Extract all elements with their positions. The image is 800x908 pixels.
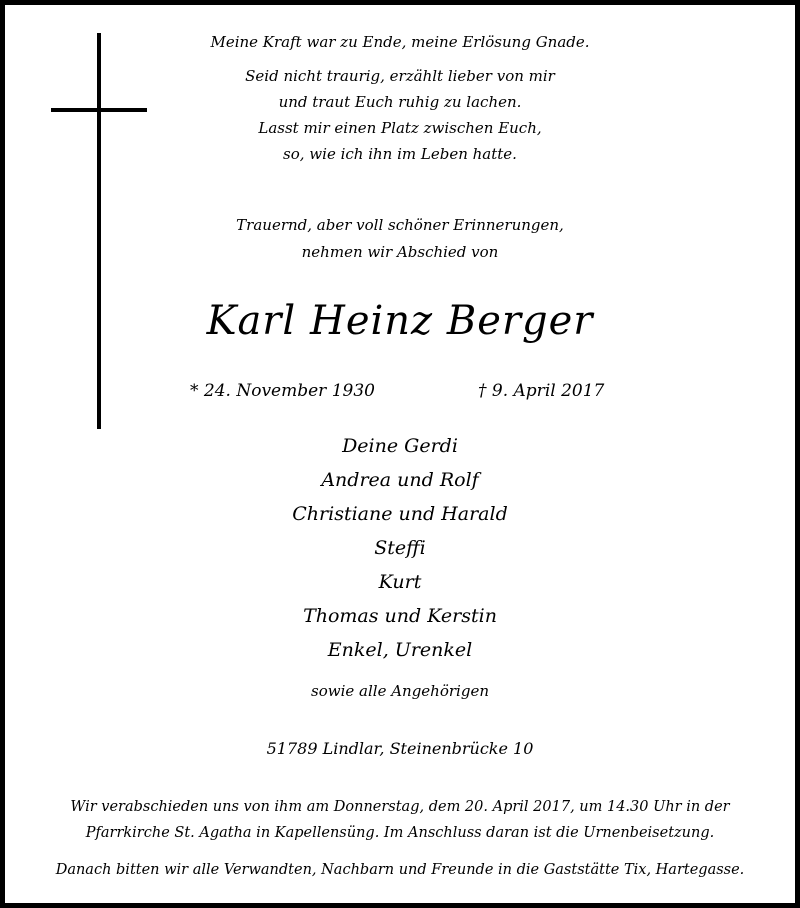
intro-line-2: nehmen wir Abschied von [301,243,499,261]
relatives-line: sowie alle Angehörigen [311,682,489,700]
family-member: Deine Gerdi [342,435,458,457]
address: 51789 Lindlar, Steinenbrücke 10 [266,739,534,758]
funeral-notice-line-3: Danach bitten wir alle Verwandten, Nachbarn und Freunde in die Gaststätte Tix, Hartegasse. [55,862,745,878]
deceased-name: Karl Heinz Berger [206,298,594,344]
poem-line-5: so, wie ich ihn im Leben hatte. [283,145,517,163]
family-member: Kurt [378,571,422,593]
poem-line-1: Meine Kraft war zu Ende, meine Erlösung Gnade. [210,33,590,51]
death-date: † 9. April 2017 [478,381,605,401]
intro-line-1: Trauernd, aber voll schöner Erinnerungen, [236,216,564,234]
family-member: Andrea und Rolf [321,469,479,491]
family-member: Christiane und Harald [292,503,508,525]
poem-line-3: und traut Euch ruhig zu lachen. [278,93,522,111]
family-member: Enkel, Urenkel [327,639,473,661]
birth-date: * 24. November 1930 [190,381,375,401]
family-member: Steffi [374,537,426,559]
funeral-notice-line-2: Pfarrkirche St. Agatha in Kapellensüng. Im Anschluss daran ist die Urnenbeisetzung. [85,825,715,841]
poem-line-2: Seid nicht traurig, erzählt lieber von mir [245,67,555,85]
family-member: Thomas und Kerstin [303,605,497,627]
funeral-notice-line-1: Wir verabschieden uns von ihm am Donnerstag, dem 20. April 2017, um 14.30 Uhr in der [70,799,730,815]
poem-line-4: Lasst mir einen Platz zwischen Euch, [258,119,542,137]
